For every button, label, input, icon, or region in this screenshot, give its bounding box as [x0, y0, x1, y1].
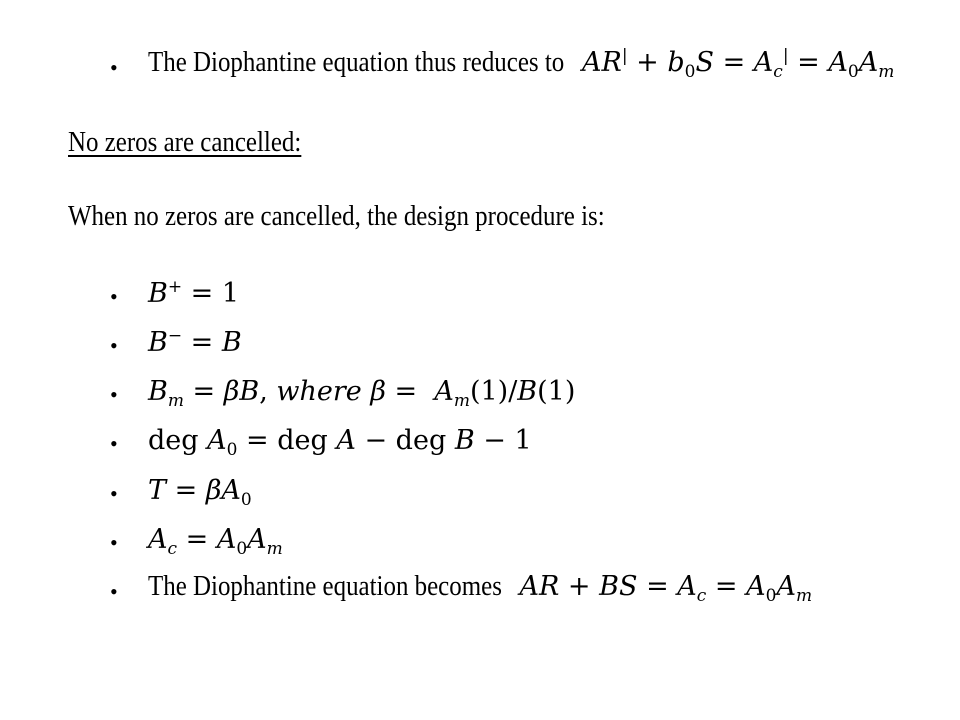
step-deg: deg $A_0$ = deg A − deg B − 1 [148, 425, 532, 460]
top-bullet-equation: $AR^| + b_0S = A_c^| = A_0A_m$ [582, 46, 895, 82]
step-b-plus: B+ = 1 [148, 277, 240, 309]
step-b-minus: B− = B [148, 326, 242, 358]
bullet-dot: • [110, 579, 118, 604]
last-bullet-text: The Diophantine equation becomes [148, 570, 502, 602]
section-heading: No zeros are cancelled: [68, 126, 302, 158]
last-bullet-equation: AR + BS = $A_c = A_0A_m$ [519, 571, 813, 606]
bullet-dot: • [110, 284, 118, 309]
bullet-dot: • [110, 530, 118, 555]
step-b-m: $B_m = \beta B$, where $\beta = A_m(1)/B(1)$ [148, 376, 576, 411]
bullet-dot: • [110, 382, 118, 407]
top-bullet-line [148, 46, 895, 82]
bullet-dot: • [110, 431, 118, 456]
step-t: $T = \beta A_0$ [148, 475, 252, 510]
bullet-dot: • [110, 481, 118, 506]
bullet-dot: • [110, 55, 118, 80]
bullet-dot: • [110, 333, 118, 358]
step-a-c: $A_c = A_0A_m$ [148, 524, 283, 559]
top-bullet-text: The Diophantine equation thus reduces to [148, 46, 565, 78]
step-diophantine [148, 570, 813, 606]
section-intro: When no zeros are cancelled, the design procedure is: [68, 200, 605, 232]
